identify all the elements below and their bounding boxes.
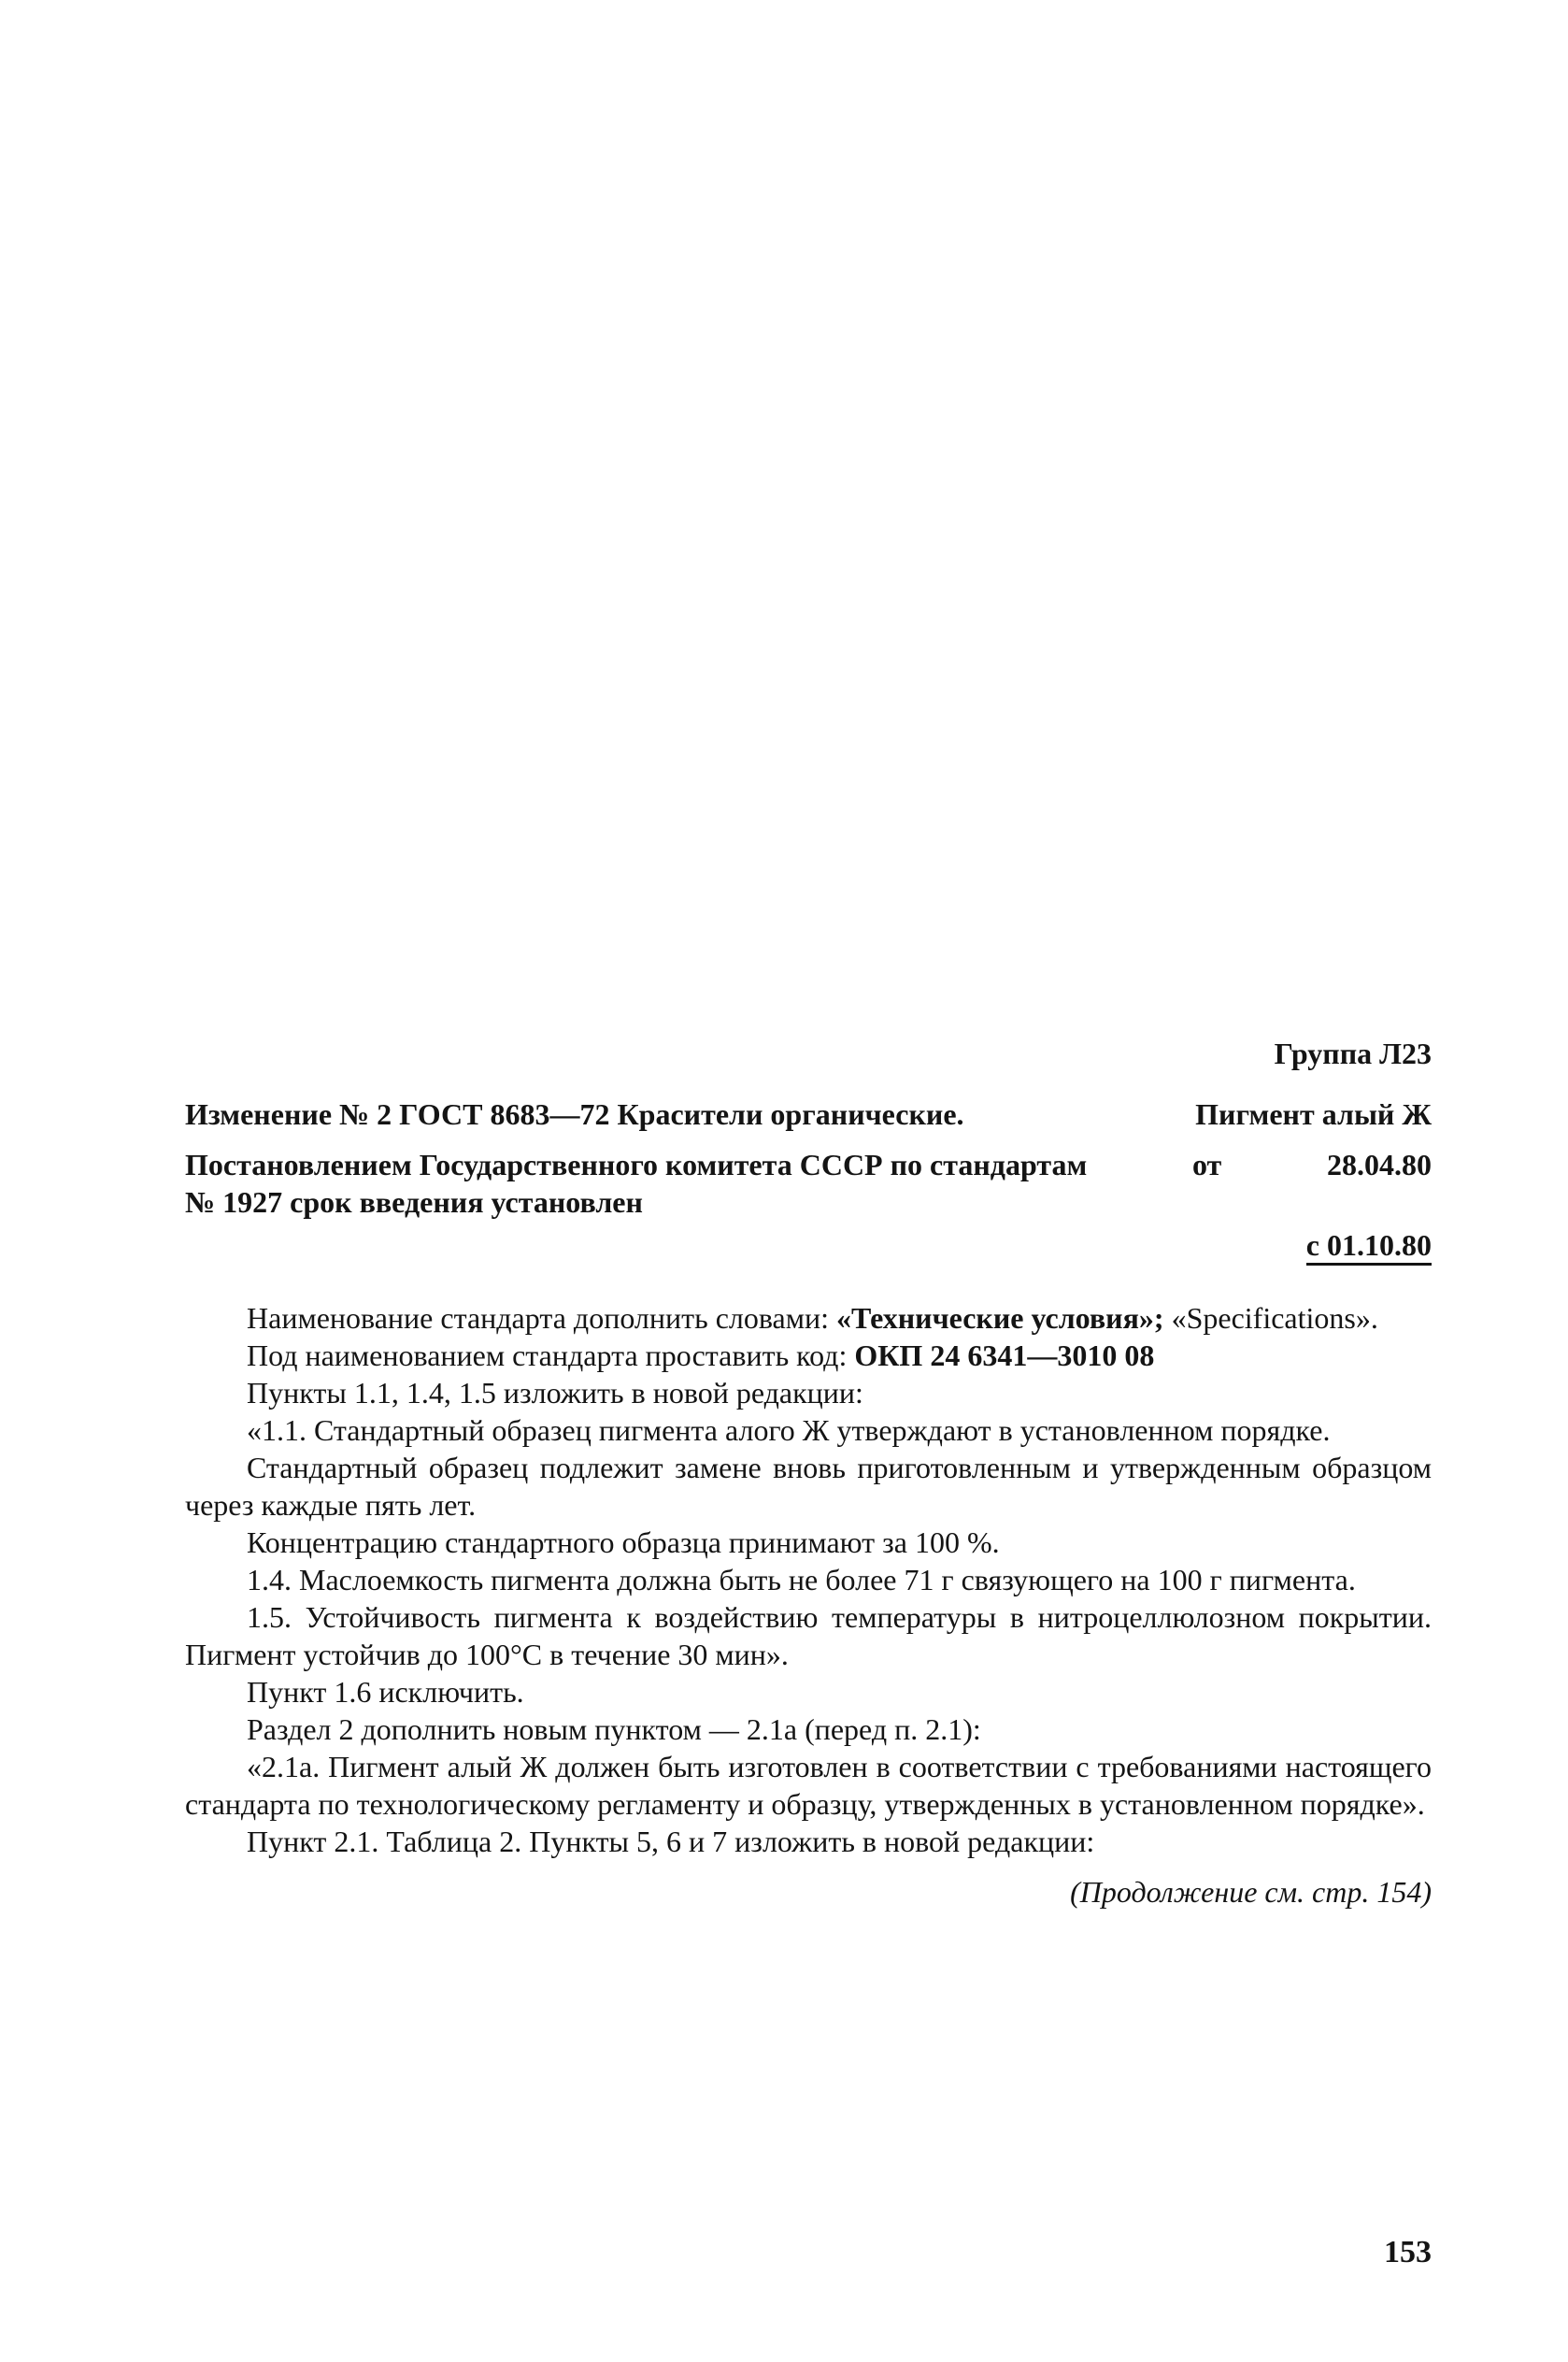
amendment-header	[185, 1095, 1432, 1266]
amendment-body	[185, 1299, 1432, 1860]
decree-from: от	[1191, 1148, 1222, 1181]
paragraph: «1.1. Стандартный образец пигмента алого Ж утверждают в установленном порядке.	[247, 1413, 1331, 1447]
effective-date: с 01.10.80	[1306, 1227, 1432, 1266]
effective-date-row	[185, 1226, 1432, 1266]
amendment-title-line	[185, 1095, 1432, 1133]
paragraph: Раздел 2 дополнить новым пунктом — 2.1а (перед п. 2.1):	[247, 1712, 981, 1746]
decree-line	[185, 1146, 1432, 1183]
paragraph: Пункт 1.6 исключить.	[247, 1675, 524, 1709]
paragraph: «2.1а. Пигмент алый Ж должен быть изготовлен в соответствии с требованиями настоящего стандарта по технологическому регламенту и образцу, утвержденных в установленном порядке».	[185, 1750, 1432, 1821]
paragraph: Пункт 2.1. Таблица 2. Пункты 5, 6 и 7 изложить в новой редакции:	[247, 1825, 1095, 1858]
amendment-title-product: Пигмент алый Ж	[1195, 1097, 1432, 1131]
document-content	[185, 1036, 1432, 1911]
amendment-title: Изменение № 2 ГОСТ 8683—72 Красители органические.	[185, 1097, 964, 1131]
decree-number: № 1927 срок введения установлен	[185, 1185, 643, 1219]
group-label: Группа Л23	[1274, 1037, 1432, 1070]
decree-text: Постановлением Государственного комитета СССР по стандартам	[185, 1148, 1088, 1181]
paragraph: Под наименованием стандарта проставить код: ОКП 24 6341—3010 08	[247, 1338, 1155, 1372]
paragraph: Наименование стандарта дополнить словами: «Технические условия»; «Specifications».	[247, 1301, 1378, 1335]
paragraph: 1.5. Устойчивость пигмента к воздействию температуры в нитроцеллюлозном покрытии. Пигмент устойчив до 100°С в течение 30 мин».	[185, 1600, 1432, 1671]
paragraph: 1.4. Маслоемкость пигмента должна быть не более 71 г связующего на 100 г пигмента.	[247, 1563, 1356, 1596]
paragraph: Стандартный образец подлежит замене вновь приготовленным и утвержденным образцом через каждые пять лет.	[185, 1451, 1432, 1522]
continuation-note: (Продолжение см. стр. 154)	[1070, 1875, 1432, 1909]
paragraph: Пункты 1.1, 1.4, 1.5 изложить в новой редакции:	[247, 1376, 863, 1410]
page-number: 153	[1384, 2235, 1432, 2269]
paragraph: Концентрацию стандартного образца принимают за 100 %.	[247, 1525, 1000, 1559]
decree-date: 28.04.80	[1326, 1148, 1432, 1181]
